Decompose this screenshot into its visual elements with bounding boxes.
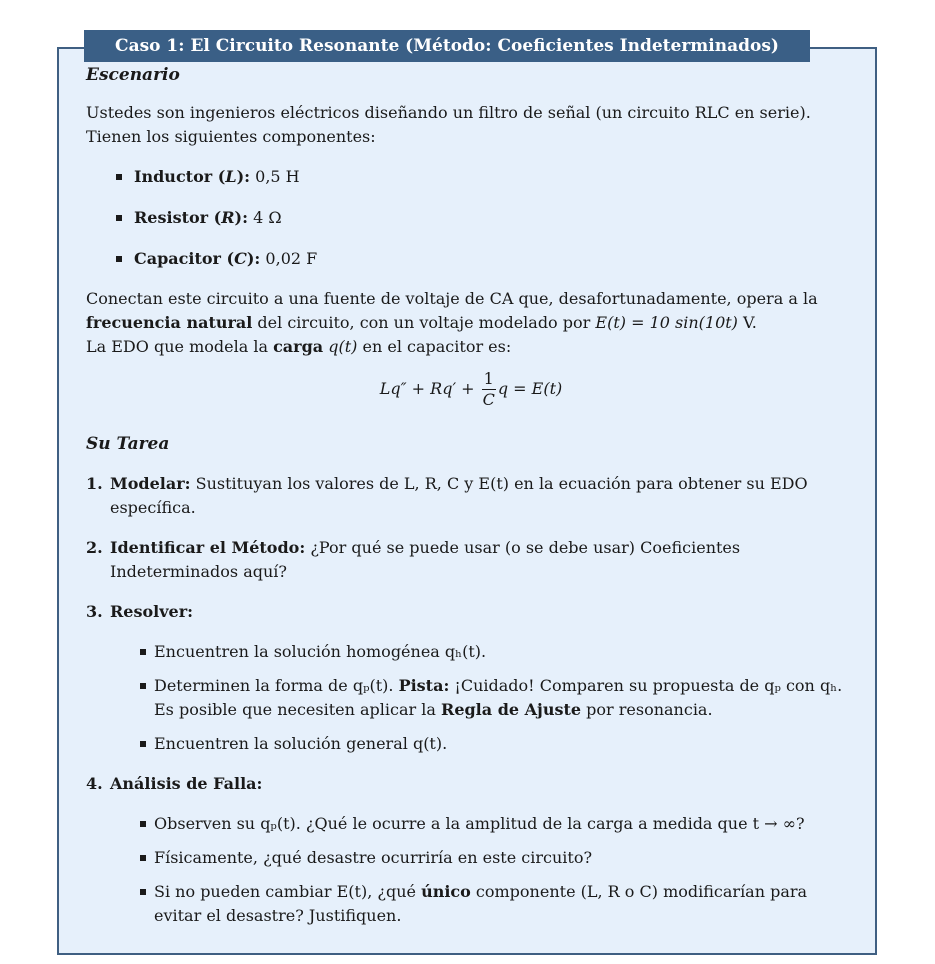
case-title: Caso 1: El Circuito Resonante (Método: Coeficientes Indeterminados)	[84, 30, 810, 62]
task-item-1: 1. Modelar: Sustituyan los valores de L, R, C y E(t) en la ecuación para obtener su EDO específica.	[86, 474, 808, 517]
falla-bullets	[86, 812, 856, 928]
task-list	[86, 472, 856, 624]
task-item-3: 3. Resolver:	[86, 602, 194, 621]
component-capacitor: Capacitor (C): 0,02 F	[86, 247, 856, 271]
scenario-paragraph-2: La EDO que modela la carga q(t) en el capacitor es:	[86, 337, 512, 356]
task-item-2: 2. Identificar el Método: ¿Por qué se puede usar (o se debe usar) Coeficientes Indeterminados aquí?	[86, 538, 741, 581]
resolver-bullet-3: Encuentren la solución general q(t).	[86, 732, 856, 756]
task-list-cont	[86, 772, 856, 796]
scenario-paragraph-1: Conectan este circuito a una fuente de voltaje de CA que, desafortunadamente, opera a la frecuencia natural del circuito, con un voltaje modelado por E(t) = 10 sin(10t) V.	[86, 289, 818, 332]
falla-bullet-2: Físicamente, ¿qué desastre ocurriría en este circuito?	[86, 846, 856, 870]
component-inductor: Inductor (L): 0,5 H	[86, 165, 856, 189]
resolver-bullets	[86, 640, 856, 756]
resolver-bullet-1: Encuentren la solución homogénea qₕ(t).	[86, 640, 856, 664]
falla-bullet-1: Observen su qₚ(t). ¿Qué le ocurre a la amplitud de la carga a medida que t → ∞?	[86, 812, 856, 836]
fraction: $\frac{1}{C}$	[482, 369, 495, 409]
resolver-bullet-2: Determinen la forma de qₚ(t). Pista: ¡Cuidado! Comparen su propuesta de qₚ con qₕ. Es posible que necesiten aplicar la Regla de Ajuste por resonancia.	[86, 674, 856, 722]
falla-bullet-3: Si no pueden cambiar E(t), ¿qué único componente (L, R o C) modificarían para evitar el desastre? Justifiquen.	[86, 880, 856, 928]
task-item-4: 4. Análisis de Falla:	[86, 774, 263, 793]
component-resistor: Resistor (R): 4 Ω	[86, 206, 856, 230]
ode-equation: Lq″ + Rq′ + $\frac{1}{C}$ q = E(t)	[379, 369, 563, 409]
scenario-heading: Escenario	[86, 65, 180, 85]
case-content	[86, 63, 856, 928]
task-heading: Su Tarea	[86, 434, 170, 454]
component-list	[86, 165, 856, 271]
scenario-intro: Ustedes son ingenieros eléctricos diseñando un filtro de señal (un circuito RLC en serie). Tienen los siguientes componentes:	[86, 103, 811, 146]
